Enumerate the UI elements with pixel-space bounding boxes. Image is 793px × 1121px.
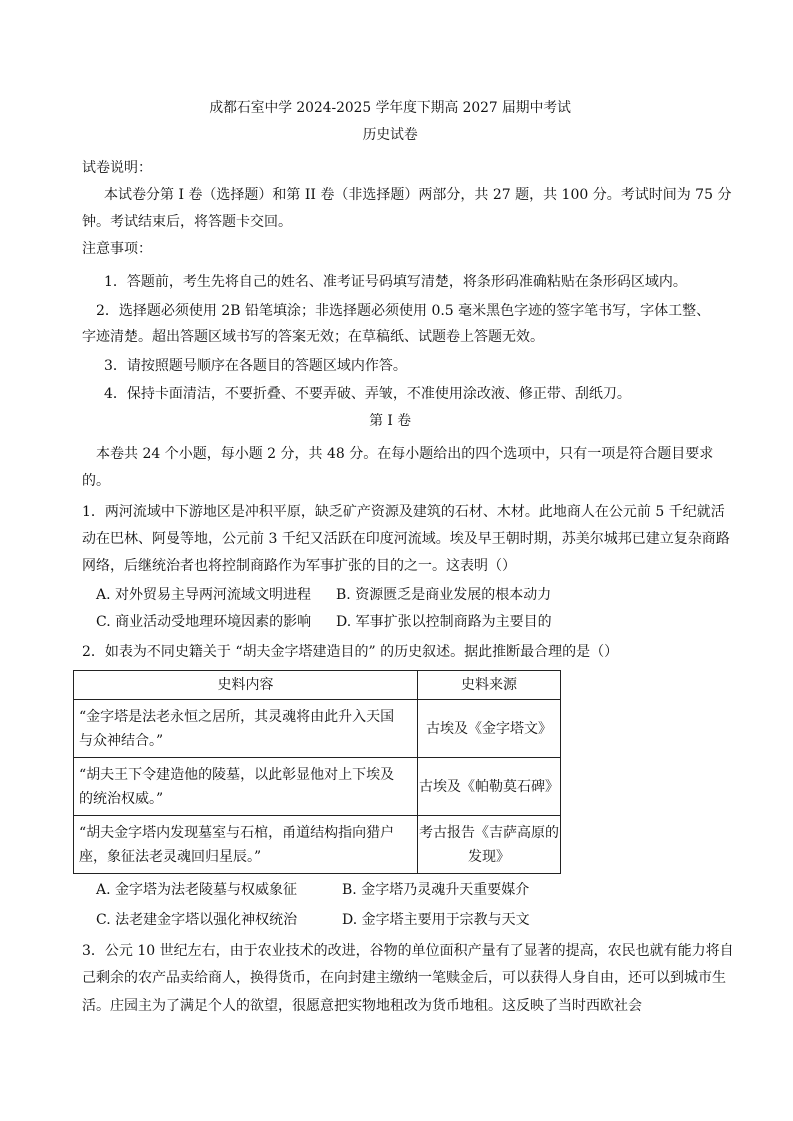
section-intro-2: 的。 (82, 473, 110, 489)
table-cell-source (418, 700, 561, 758)
q1-option-b: B. 资源匮乏是商业发展的根本动力 (336, 587, 552, 603)
table-header-content: 史料内容 (74, 671, 418, 700)
content-line: “金字塔是法老永恒之居所，其灵魂将由此升入天国 (79, 708, 395, 725)
instructions-line-1: 本试卷分第 I 卷（选择题）和第 II 卷（非选择题）两部分，共 27 题，共 100 分。考试时间为 75 分 (104, 187, 732, 203)
q2-option-d: D. 金字塔主要用于宗教与天文 (342, 912, 530, 928)
q3-stem-1: 3．公元 10 世纪左右，由于农业技术的改进，谷物的单位面积产量有了显著的提高，农民也就有能力将自 (82, 943, 734, 959)
table-cell-content (74, 758, 418, 816)
table-cell-content (74, 816, 418, 874)
q2-stem: 2．如表为不同史籍关于 “胡夫金字塔建造目的” 的历史叙述。据此推断最合理的是（） (82, 644, 619, 660)
q1-stem-3: 网络，后继统治者也将控制商路作为军事扩张的目的之一。这表明（） (82, 558, 516, 574)
content-line: “胡夫王下令建造他的陵墓，以此彰显他对上下埃及 (79, 766, 395, 783)
table-cell-content (74, 700, 418, 758)
q2-option-c: C. 法老建金字塔以强化神权统治 (96, 912, 298, 928)
q1-option-d: D. 军事扩张以控制商路为主要目的 (336, 614, 552, 630)
note-item-2-cont: 字迹清楚。超出答题区域书写的答案无效；在草稿纸、试题卷上答题无效。 (82, 329, 544, 345)
section-intro-1: 本卷共 24 个小题，每小题 2 分，共 48 分。在每小题给出的四个选项中，只有一项是符合题目要求 (96, 446, 714, 462)
source-line: 发现》 (468, 848, 510, 865)
table-row (74, 700, 561, 758)
content-line: “胡夫金字塔内发现墓室与石棺，甬道结构指向猎户 (79, 824, 395, 841)
q3-stem-3: 活。庄园主为了满足个人的欲望，很愿意把实物地租改为货币地租。这反映了当时西欧社会 (82, 998, 642, 1014)
table-header-source: 史料来源 (418, 671, 561, 700)
note-item-1: 1．答题前，考生先将自己的姓名、准考证号码填写清楚，将条形码准确粘贴在条形码区域内。 (104, 274, 687, 290)
content-line: 与众神结合。” (79, 732, 164, 749)
q2-option-b: B. 金字塔乃灵魂升天重要媒介 (342, 882, 530, 898)
note-item-2: 2．选择题必须使用 2B 铅笔填涂；非选择题必须使用 0.5 毫米黑色字迹的签字笔书写，字体工整、 (96, 303, 711, 319)
q1-option-c: C. 商业活动受地理环境因素的影响 (96, 614, 312, 630)
section-title: 第 I 卷 (369, 413, 412, 429)
q1-option-a: A. 对外贸易主导两河流域文明进程 (96, 587, 312, 603)
notes-heading: 注意事项： (82, 241, 152, 257)
source-line: 古埃及《金字塔文》 (426, 720, 552, 737)
exam-subject: 历史试卷 (362, 127, 418, 143)
note-item-4: 4．保持卡面清洁，不要折叠、不要弄破、弄皱，不准使用涂改液、修正带、刮纸刀。 (104, 386, 631, 402)
source-line: 考古报告《吉萨高原的 (419, 824, 559, 841)
content-line: 座，象征法老灵魂回归星辰。” (79, 848, 262, 865)
instructions-heading: 试卷说明： (82, 160, 152, 176)
exam-title: 成都石室中学 2024-2025 学年度下期高 2027 届期中考试 (209, 100, 571, 116)
q1-stem-1: 1．两河流域中下游地区是冲积平原，缺乏矿产资源及建筑的石材、木材。此地商人在公元前 5 千纪就活 (82, 504, 725, 520)
table-row (74, 758, 561, 816)
q3-stem-2: 己剩余的农产品卖给商人，换得货币，在向封建主缴纳一笔赎金后，可以获得人身自由，还可以到城市生 (82, 970, 726, 986)
table-cell-source (418, 816, 561, 874)
q2-option-a: A. 金字塔为法老陵墓与权威象征 (96, 882, 298, 898)
table-row (74, 816, 561, 874)
source-line: 古埃及《帕勒莫石碑》 (419, 778, 559, 795)
table-cell-source (418, 758, 561, 816)
table-header-row (74, 671, 561, 700)
q1-stem-2: 动在巴林、阿曼等地，公元前 3 千纪又活跃在印度河流域。埃及早王朝时期，苏美尔城邦已建立复杂商路 (82, 531, 730, 547)
q2-source-table (73, 670, 561, 874)
instructions-line-2: 钟。考试结束后，将答题卡交回。 (82, 214, 292, 230)
content-line: 的统治权威。” (79, 790, 164, 807)
note-item-3: 3．请按照题号顺序在各题目的答题区域内作答。 (104, 358, 407, 374)
